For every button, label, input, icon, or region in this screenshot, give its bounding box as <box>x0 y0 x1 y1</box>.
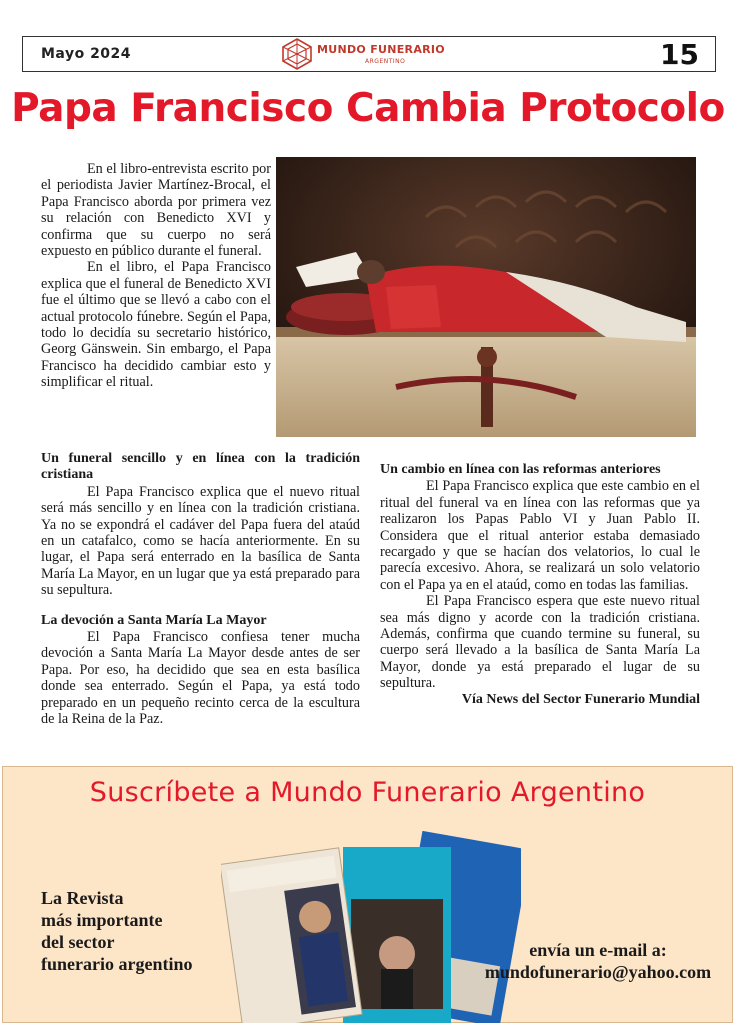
left-column <box>41 451 360 728</box>
magazine-logo <box>281 37 481 71</box>
issue-date: Mayo 2024 <box>41 46 132 62</box>
article-credit: Vía News del Sector Funerario Mundial <box>461 691 700 707</box>
page-number: 15 <box>660 38 699 71</box>
section-paragraph: El Papa Francisco confiesa tener mucha devoción a Santa María La Mayor desde antes de ser Papa. Por eso, ha decidido que sea en esta basílica donde sea enterrado. Según el Papa, ya está todo preparado en un pequeño recinto cerca de la escultura de la Reina de la Paz. <box>41 629 360 728</box>
section-heading: Un funeral sencillo y en línea con la tradición cristiana <box>41 451 360 483</box>
subscribe-title: Suscríbete a Mundo Funerario Argentino <box>89 777 646 808</box>
section-heading: La devoción a Santa María La Mayor <box>41 612 267 628</box>
logo-mark-icon <box>281 38 313 70</box>
tagline-line: funerario argentino <box>41 954 193 974</box>
section-heading: Un cambio en línea con las reformas anteriores <box>380 462 661 477</box>
section-paragraph: El Papa Francisco espera que este nuevo ritual sea más digno y acorde con la tradición cristiana. Además, confirma que cuando termine su funeral, su cuerpo será llevado a la basílica de Santa María La Mayor, donde ya está preparado el lugar de su sepultura. <box>380 593 700 692</box>
section-paragraph: El Papa Francisco explica que este cambio en el ritual del funeral va en línea con las reformas que ya realizaron los Papas Pablo VI y Juan Pablo II. Considera que el ritual anterior estaba demasiado recargado y que se hacían dos velatorios, lo cual le parecía excesivo. Ahora, se realizará un solo velatorio con el Papa ya en el ataúd, como en todas las familias. <box>380 478 700 593</box>
contact-prompt: envía un e-mail a: <box>529 940 667 960</box>
contact-email-link[interactable]: mundofunerario@yahoo.com <box>484 962 712 982</box>
tagline-line: del sector <box>41 932 115 952</box>
lying-in-state-image <box>276 157 696 437</box>
page-header <box>22 36 716 72</box>
subscribe-tagline <box>41 887 192 975</box>
intro-text <box>41 161 271 391</box>
logo-subtitle: ARGENTINO <box>365 58 406 65</box>
intro-paragraph: En el libro-entrevista escrito por el periodista Javier Martínez-Brocal, el Papa Francisco aborda por primera vez su relación con Benedicto XVI y confirma que su cuerpo no será expuesto en público durante el funeral. <box>41 161 271 260</box>
right-column <box>380 462 700 708</box>
tagline-line: más importante <box>41 910 163 930</box>
magazine-covers-image <box>221 819 521 1023</box>
intro-paragraph: En el libro, el Papa Francisco explica que el funeral de Benedicto XVI fue el último que se llevó a cabo con el actual protocolo fúnebre. Según el Papa, todo lo decidía su secretario histórico, Georg Gänswein. Sin embargo, el Papa Francisco ha decidido cambiar esto y simplificar el ritual. <box>41 259 271 391</box>
article-photo <box>276 157 696 437</box>
logo-brand: MUNDO FUNERARIO <box>317 43 445 56</box>
section-paragraph: El Papa Francisco explica que el nuevo ritual será más sencillo y en línea con la tradición cristiana. Ya no se expondrá el cadáver del Papa fuera del ataúd en un catafalco, como se hacía anteriormente. En su lugar, el Papa será enterrado en la basílica de Santa María La Mayor, en un lugar que ya está preparado para su sepultura. <box>41 483 360 599</box>
article-headline: Papa Francisco Cambia Protocolo <box>11 86 725 131</box>
subscribe-banner <box>2 766 733 1023</box>
subscribe-contact <box>473 939 723 983</box>
tagline-line: La Revista <box>41 888 124 908</box>
